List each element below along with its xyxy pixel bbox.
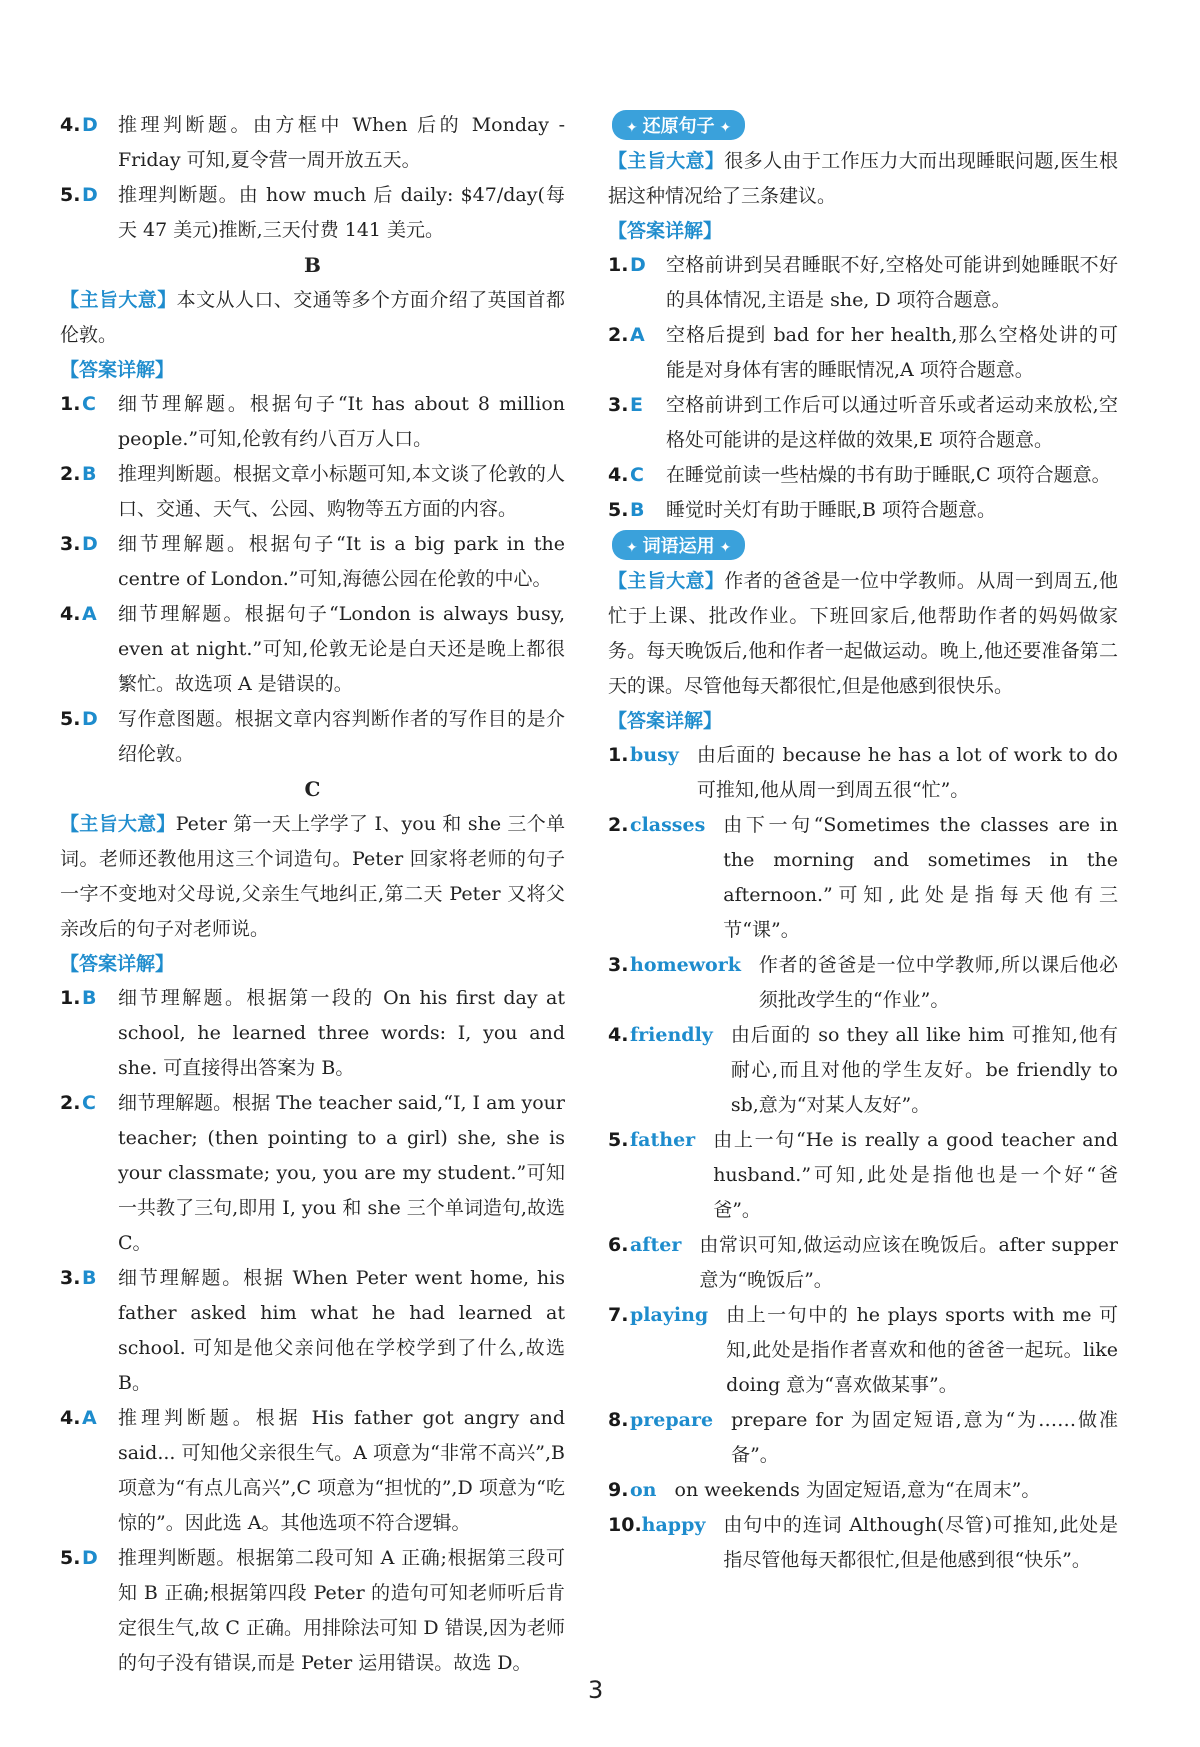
answer-item: 3. E 空格前讲到工作后可以通过听音乐或者运动来放松,空格处可能讲的是这样做的效果,E 项符合题意。 bbox=[608, 394, 1118, 451]
sparkle-icon: ✦ bbox=[714, 540, 732, 556]
answer-item: 2. classes 由下一句“Sometimes the classes are in the morning and sometimes in the afternoon.”可知,此处是指每天他有三节“课”。 bbox=[608, 814, 1118, 941]
answer-item: 3. homework 作者的爸爸是一位中学教师,所以课后他必须批改学生的“作业”。 bbox=[608, 954, 1118, 1011]
answer-item: 4. A 细节理解题。根据句子“London is always busy, even at night.”可知,伦敦无论是白天还是晚上都很繁忙。故选项 A 是错误的。 bbox=[60, 603, 565, 695]
section-c-heading: C bbox=[304, 777, 321, 801]
right-column bbox=[608, 108, 1118, 1578]
section-c-answers bbox=[60, 981, 565, 1681]
sparkle-icon: ✦ bbox=[626, 120, 643, 136]
answer-item: 3. D 细节理解题。根据句子“It is a big park in the centre of London.”可知,海德公园在伦敦的中心。 bbox=[60, 533, 565, 590]
section-c-answer-label: 【答案详解】 bbox=[60, 953, 175, 975]
answer-item: 1. D 空格前讲到吴君睡眠不好,空格处可能讲到她睡眠不好的具体情况,主语是 she, D 项符合题意。 bbox=[608, 254, 1118, 311]
words-main-idea: 【主旨大意】作者的爸爸是一位中学教师。从周一到周五,他忙于上课、批改作业。下班回家后,他帮助作者的妈妈做家务。每天晚饭后,他和作者一起做运动。晚上,他还要准备第二天的课。尽管他每天都很忙,但是他感到很快乐。 bbox=[608, 570, 1118, 697]
section-c-main-idea: 【主旨大意】Peter 第一天上学学了 I、you 和 she 三个单词。老师还教他用这三个词造句。Peter 回家将老师的句子一字不变地对父母说,父亲生气地纠正,第二天 Peter 又将父亲改后的句子对老师说。 bbox=[60, 813, 565, 940]
answer-item: 2. B 推理判断题。根据文章小标题可知,本文谈了伦敦的人口、交通、天气、公园、购物等五方面的内容。 bbox=[60, 463, 565, 520]
answer-item: 2. A 空格后提到 bad for her health,那么空格处讲的可能是对身体有害的睡眠情况,A 项符合题意。 bbox=[608, 324, 1118, 381]
answer-item: 8. prepare prepare for 为固定短语,意为“为……做准备”。 bbox=[608, 1409, 1118, 1466]
section-b-answers bbox=[60, 387, 565, 772]
answers-a-continued bbox=[60, 108, 565, 248]
answer-item: 1. busy 由后面的 because he has a lot of work to do 可推知,他从周一到周五很“忙”。 bbox=[608, 744, 1118, 801]
answer-item: 3. B 细节理解题。根据 When Peter went home, his father asked him what he had learned at school. 可知是他父亲问他在学校学到了什么,故选 B。 bbox=[60, 1267, 565, 1394]
section-b-heading: B bbox=[304, 253, 321, 277]
answer-item: 4. A 推理判断题。根据 His father got angry and said... 可知他父亲很生气。A 项意为“非常不高兴”,B 项意为“有点儿高兴”,C 项意为“担忧的”,D 项意为“吃惊的”。因此选 A。其他选项不符合逻辑。 bbox=[60, 1407, 565, 1534]
answer-item: 4. D 推理判断题。由方框中 When 后的 Monday - Friday 可知,夏令营一周开放五天。 bbox=[60, 114, 565, 171]
answer-item: 6. after 由常识可知,做运动应该在晚饭后。after supper 意为“晚饭后”。 bbox=[608, 1234, 1118, 1291]
restore-answer-label: 【答案详解】 bbox=[608, 220, 723, 242]
answer-item: 5. D 推理判断题。根据第二段可知 A 正确;根据第三段可知 B 正确;根据第四段 Peter 的造句可知老师听后肯定很生气,故 C 正确。用排除法可知 D 错误,因为老师的句子没有错误,而是 Peter 运用错误。故选 D。 bbox=[60, 1547, 565, 1674]
answer-item: 7. playing 由上一句中的 he plays sports with me 可知,此处是指作者喜欢和他的爸爸一起玩。like doing 意为“喜欢做某事”。 bbox=[608, 1304, 1118, 1396]
section-b-answer-label: 【答案详解】 bbox=[60, 359, 175, 381]
answer-item: 10. happy 由句中的连词 Although(尽管)可推知,此处是指尽管他每天都很忙,但是他感到很“快乐”。 bbox=[608, 1514, 1118, 1571]
left-column bbox=[60, 108, 565, 1681]
answer-item: 2. C 细节理解题。根据 The teacher said,“I, I am your teacher; (then pointing to a girl) she, she is your classmate; you, you are my student.”可知一共教了三句,即用 I, you 和 she 三个单词造句,故选 C。 bbox=[60, 1092, 565, 1254]
words-answer-label: 【答案详解】 bbox=[608, 710, 723, 732]
answer-item: 1. B 细节理解题。根据第一段的 On his first day at school, he learned three words: I, you and she. 可直接得出答案为 B。 bbox=[60, 987, 565, 1079]
answer-item: 5. D 写作意图题。根据文章内容判断作者的写作目的是介绍伦敦。 bbox=[60, 708, 565, 765]
answer-item: 1. C 细节理解题。根据句子“It has about 8 million people.”可知,伦敦有约八百万人口。 bbox=[60, 393, 565, 450]
answer-item: 9. on on weekends 为固定短语,意为“在周末”。 bbox=[608, 1479, 1041, 1501]
sparkle-icon: ✦ bbox=[714, 120, 732, 136]
answer-item: 4. C 在睡觉前读一些枯燥的书有助于睡眠,C 项符合题意。 bbox=[608, 464, 1111, 486]
section-badge-words: ✦ 词语运用 ✦ bbox=[612, 530, 745, 560]
section-badge-restore: ✦ 还原句子 ✦ bbox=[612, 110, 745, 140]
sparkle-icon: ✦ bbox=[626, 540, 643, 556]
answer-item: 4. friendly 由后面的 so they all like him 可推知,他有耐心,而且对他的学生友好。be friendly to sb,意为“对某人友好”。 bbox=[608, 1024, 1118, 1116]
restore-answers bbox=[608, 248, 1118, 528]
answer-item: 5. B 睡觉时关灯有助于睡眠,B 项符合题意。 bbox=[608, 499, 997, 521]
section-b-main-idea: 【主旨大意】本文从人口、交通等多个方面介绍了英国首都伦敦。 bbox=[60, 289, 565, 346]
words-answers bbox=[608, 738, 1118, 1578]
answer-item: 5. D 推理判断题。由 how much 后 daily: $47/day(每天 47 美元)推断,三天付费 141 美元。 bbox=[60, 184, 565, 241]
page-number: 3 bbox=[588, 1676, 604, 1704]
restore-main-idea: 【主旨大意】很多人由于工作压力大而出现睡眠问题,医生根据这种情况给了三条建议。 bbox=[608, 150, 1118, 207]
answer-item: 5. father 由上一句“He is really a good teacher and husband.”可知,此处是指他也是一个好“爸爸”。 bbox=[608, 1129, 1118, 1221]
